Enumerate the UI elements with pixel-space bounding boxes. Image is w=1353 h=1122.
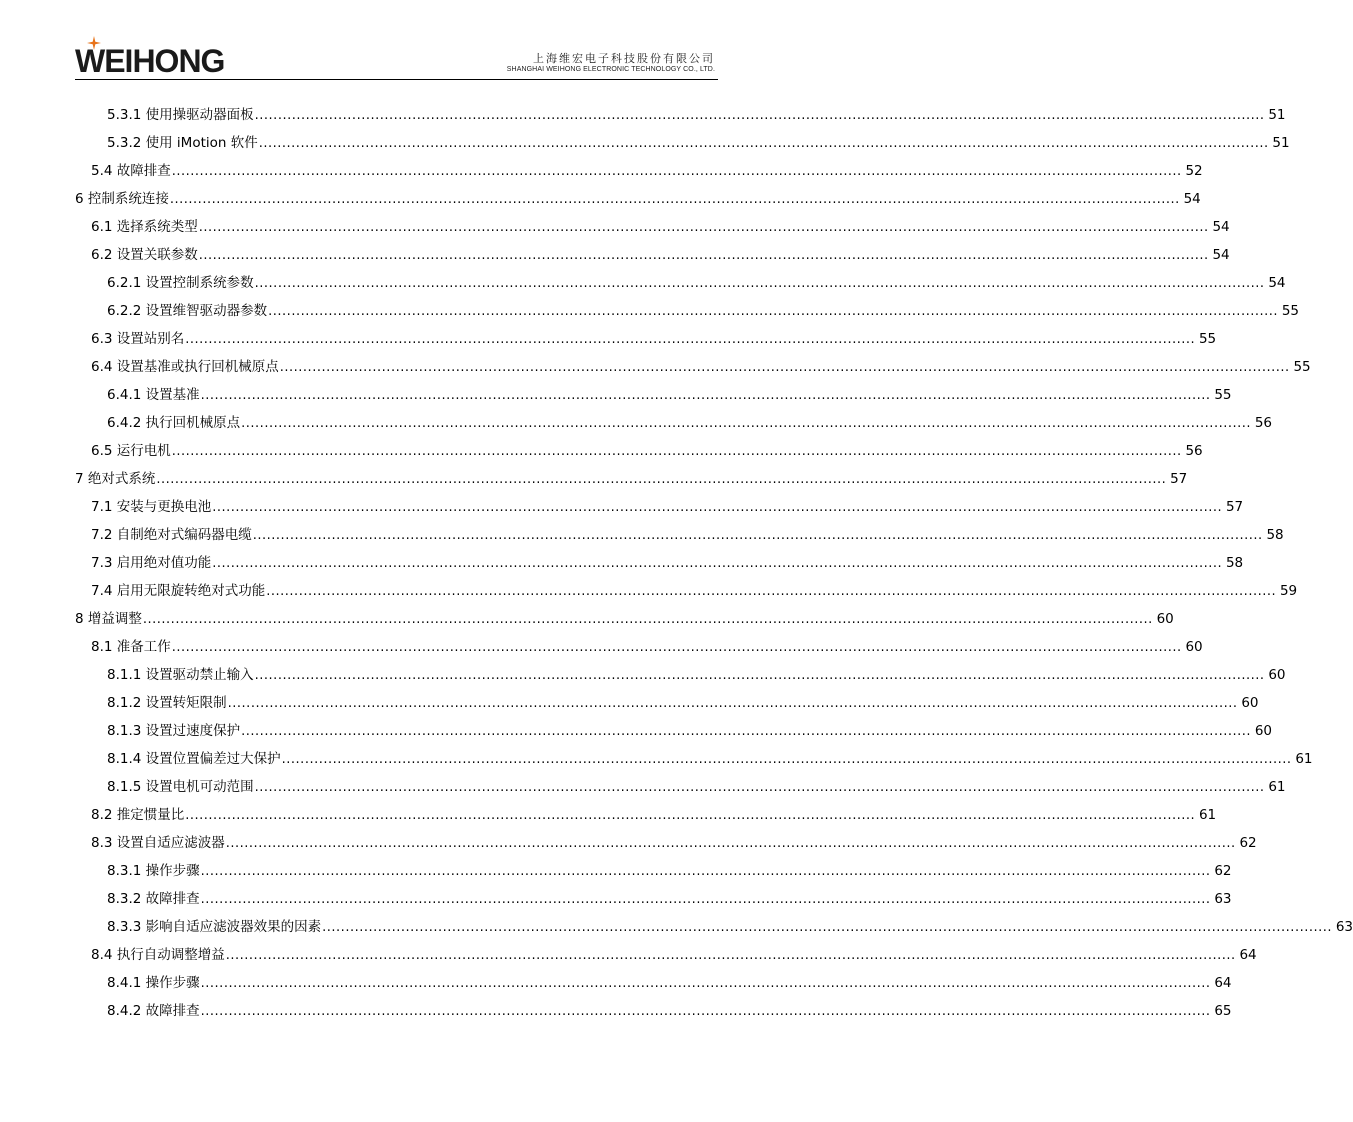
toc-leader-dots: .......................................................................................................................................................................................................................... — [200, 388, 1211, 403]
toc-leader-dots: .......................................................................................................................................................................................................................... — [254, 108, 1265, 123]
toc-entry-title: 6.4.2 执行回机械原点 — [107, 415, 241, 431]
toc-entry-page-number: 63 — [1214, 891, 1232, 907]
toc-entry[interactable] — [75, 376, 1232, 404]
toc-entry[interactable] — [75, 208, 1230, 236]
toc-entry-title: 7.4 启用无限旋转绝对式功能 — [91, 583, 266, 599]
toc-leader-dots: .......................................................................................................................................................................................................................... — [156, 472, 1167, 487]
toc-leader-dots: .......................................................................................................................................................................................................................... — [171, 164, 1182, 179]
toc-entry[interactable] — [75, 348, 1311, 376]
header-divider — [75, 79, 718, 80]
toc-entry-title: 8.3 设置自适应滤波器 — [91, 835, 225, 851]
toc-entry[interactable] — [75, 824, 1257, 852]
toc-entry[interactable] — [75, 908, 1353, 936]
toc-entry-page-number: 55 — [1214, 387, 1232, 403]
toc-entry-title: 6 控制系统连接 — [75, 191, 169, 207]
toc-entry-page-number: 62 — [1214, 863, 1232, 879]
toc-entry-title: 8.3.3 影响自适应滤波器效果的因素 — [107, 919, 322, 935]
toc-entry-title: 6.3 设置站别名 — [91, 331, 185, 347]
toc-entry-page-number: 52 — [1185, 163, 1203, 179]
toc-entry-title: 8.1.5 设置电机可动范围 — [107, 779, 254, 795]
toc-entry-page-number: 56 — [1254, 415, 1273, 431]
toc-leader-dots: .......................................................................................................................................................................................................................... — [225, 948, 1236, 963]
toc-entry[interactable] — [75, 152, 1203, 180]
toc-entry[interactable] — [75, 712, 1273, 740]
toc-leader-dots: .......................................................................................................................................................................................................................... — [227, 696, 1238, 711]
toc-entry-page-number: 57 — [1225, 499, 1244, 515]
toc-entry[interactable] — [75, 880, 1232, 908]
toc-leader-dots: .......................................................................................................................................................................................................................... — [322, 920, 1333, 935]
toc-leader-dots: .......................................................................................................................................................................................................................... — [241, 724, 1252, 739]
toc-entry[interactable] — [75, 656, 1286, 684]
toc-entry-page-number: 55 — [1281, 303, 1300, 319]
toc-entry-title: 8.1.1 设置驱动禁止输入 — [107, 667, 254, 683]
toc-entry-page-number: 51 — [1268, 107, 1286, 123]
toc-entry[interactable] — [75, 236, 1230, 264]
toc-entry[interactable] — [75, 460, 1188, 488]
company-name-chinese: 上海维宏电子科技股份有限公司 — [533, 52, 715, 65]
toc-entry-page-number: 64 — [1214, 975, 1232, 991]
toc-leader-dots: .......................................................................................................................................................................................................................... — [252, 528, 1263, 543]
company-name-english: SHANGHAI WEIHONG ELECTRONIC TECHNOLOGY CO., LTD. — [506, 66, 715, 73]
toc-leader-dots: .......................................................................................................................................................................................................................... — [185, 332, 1196, 347]
toc-entry-title: 8 增益调整 — [75, 611, 142, 627]
toc-entry-title: 5.3.1 使用操驱动器面板 — [107, 107, 254, 123]
toc-leader-dots: .......................................................................................................................................................................................................................... — [171, 444, 1182, 459]
toc-entry-page-number: 65 — [1214, 1003, 1232, 1019]
toc-entry-title: 6.2.1 设置控制系统参数 — [107, 275, 254, 291]
toc-entry-page-number: 62 — [1239, 835, 1257, 851]
toc-leader-dots: .......................................................................................................................................................................................................................... — [185, 808, 1196, 823]
toc-leader-dots: .......................................................................................................................................................................................................................... — [281, 752, 1292, 767]
toc-leader-dots: .......................................................................................................................................................................................................................... — [200, 1004, 1211, 1019]
toc-entry[interactable] — [75, 768, 1286, 796]
toc-entry[interactable] — [75, 684, 1259, 712]
toc-leader-dots: .......................................................................................................................................................................................................................... — [200, 892, 1211, 907]
toc-entry-page-number: 61 — [1268, 779, 1286, 795]
toc-entry[interactable] — [75, 572, 1298, 600]
toc-entry-title: 6.4.1 设置基准 — [107, 387, 200, 403]
toc-entry-title: 8.1 准备工作 — [91, 639, 171, 655]
toc-entry[interactable] — [75, 96, 1286, 124]
toc-leader-dots: .......................................................................................................................................................................................................................... — [200, 864, 1211, 879]
toc-entry[interactable] — [75, 992, 1232, 1020]
toc-leader-dots: .......................................................................................................................................................................................................................... — [212, 500, 1223, 515]
toc-entry[interactable] — [75, 124, 1290, 152]
toc-leader-dots: .......................................................................................................................................................................................................................... — [254, 668, 1265, 683]
toc-entry[interactable] — [75, 544, 1244, 572]
toc-entry-title: 6.5 运行电机 — [91, 443, 171, 459]
toc-entry-page-number: 60 — [1254, 723, 1273, 739]
toc-entry[interactable] — [75, 180, 1201, 208]
table-of-contents — [75, 96, 1353, 1020]
toc-entry-title: 6.4 设置基准或执行回机械原点 — [91, 359, 279, 375]
toc-entry-page-number: 61 — [1198, 807, 1217, 823]
toc-entry[interactable] — [75, 292, 1300, 320]
toc-entry-page-number: 55 — [1293, 359, 1311, 375]
toc-entry[interactable] — [75, 936, 1257, 964]
toc-entry-page-number: 61 — [1295, 751, 1313, 767]
toc-entry-title: 8.1.4 设置位置偏差过大保护 — [107, 751, 281, 767]
toc-entry-page-number: 58 — [1266, 527, 1284, 543]
toc-entry-title: 7.2 自制绝对式编码器电缆 — [91, 527, 252, 543]
toc-entry[interactable] — [75, 628, 1203, 656]
toc-entry-title: 8.4.2 故障排查 — [107, 1003, 200, 1019]
toc-entry-page-number: 64 — [1239, 947, 1257, 963]
toc-leader-dots: .......................................................................................................................................................................................................................... — [198, 248, 1209, 263]
toc-entry-title: 8.3.2 故障排查 — [107, 891, 200, 907]
toc-leader-dots: .......................................................................................................................................................................................................................... — [279, 360, 1290, 375]
toc-entry[interactable] — [75, 516, 1284, 544]
toc-entry-title: 8.1.2 设置转矩限制 — [107, 695, 227, 711]
toc-entry-title: 8.3.1 操作步骤 — [107, 863, 200, 879]
toc-entry-page-number: 60 — [1241, 695, 1259, 711]
toc-entry-page-number: 56 — [1185, 443, 1203, 459]
toc-leader-dots: .......................................................................................................................................................................................................................... — [169, 192, 1180, 207]
toc-entry-title: 7 绝对式系统 — [75, 471, 156, 487]
toc-leader-dots: .......................................................................................................................................................................................................................... — [212, 556, 1223, 571]
toc-entry-title: 8.4 执行自动调整增益 — [91, 947, 225, 963]
toc-entry-page-number: 60 — [1156, 611, 1174, 627]
toc-entry[interactable] — [75, 488, 1244, 516]
toc-leader-dots: .......................................................................................................................................................................................................................... — [266, 584, 1277, 599]
toc-entry-page-number: 54 — [1212, 219, 1230, 235]
toc-entry-page-number: 58 — [1225, 555, 1244, 571]
toc-entry-page-number: 54 — [1268, 275, 1286, 291]
toc-entry-page-number: 54 — [1183, 191, 1201, 207]
toc-leader-dots: .......................................................................................................................................................................................................................... — [142, 612, 1153, 627]
toc-entry-page-number: 57 — [1170, 471, 1188, 487]
toc-entry-title: 6.2 设置关联参数 — [91, 247, 198, 263]
toc-entry[interactable] — [75, 264, 1286, 292]
toc-leader-dots: .......................................................................................................................................................................................................................... — [225, 836, 1236, 851]
toc-entry-title: 8.2 推定惯量比 — [91, 807, 185, 823]
toc-leader-dots: .......................................................................................................................................................................................................................... — [258, 136, 1269, 151]
toc-leader-dots: .......................................................................................................................................................................................................................... — [254, 780, 1265, 795]
toc-entry-page-number: 55 — [1198, 331, 1217, 347]
toc-entry[interactable] — [75, 432, 1203, 460]
toc-leader-dots: .......................................................................................................................................................................................................................... — [241, 416, 1252, 431]
toc-entry-title: 8.1.3 设置过速度保护 — [107, 723, 241, 739]
toc-leader-dots: .......................................................................................................................................................................................................................... — [200, 976, 1211, 991]
toc-entry[interactable] — [75, 964, 1232, 992]
toc-entry-title: 7.1 安装与更换电池 — [91, 499, 212, 515]
toc-entry-title: 7.3 启用绝对值功能 — [91, 555, 212, 571]
logo-wordmark: WEIHONG — [75, 43, 225, 79]
toc-entry-title: 6.2.2 设置维智驱动器参数 — [107, 303, 268, 319]
toc-entry-page-number: 63 — [1335, 919, 1353, 935]
toc-entry[interactable] — [75, 600, 1174, 628]
toc-entry-title: 5.4 故障排查 — [91, 163, 171, 179]
toc-entry-title: 6.1 选择系统类型 — [91, 219, 198, 235]
toc-entry[interactable] — [75, 740, 1313, 768]
page-header — [0, 0, 793, 82]
toc-entry[interactable] — [75, 404, 1273, 432]
toc-entry[interactable] — [75, 852, 1232, 880]
toc-entry[interactable] — [75, 320, 1217, 348]
toc-entry-page-number: 51 — [1272, 135, 1290, 151]
toc-entry-page-number: 60 — [1185, 639, 1203, 655]
toc-entry-title: 5.3.2 使用 iMotion 软件 — [107, 135, 258, 151]
toc-entry[interactable] — [75, 796, 1217, 824]
toc-leader-dots: .......................................................................................................................................................................................................................... — [254, 276, 1265, 291]
toc-leader-dots: .......................................................................................................................................................................................................................... — [171, 640, 1182, 655]
toc-leader-dots: .......................................................................................................................................................................................................................... — [198, 220, 1209, 235]
toc-entry-page-number: 60 — [1268, 667, 1286, 683]
weihong-logo — [75, 36, 250, 80]
toc-leader-dots: .......................................................................................................................................................................................................................... — [268, 304, 1279, 319]
toc-entry-page-number: 54 — [1212, 247, 1230, 263]
toc-entry-title: 8.4.1 操作步骤 — [107, 975, 200, 991]
toc-entry-page-number: 59 — [1279, 583, 1298, 599]
